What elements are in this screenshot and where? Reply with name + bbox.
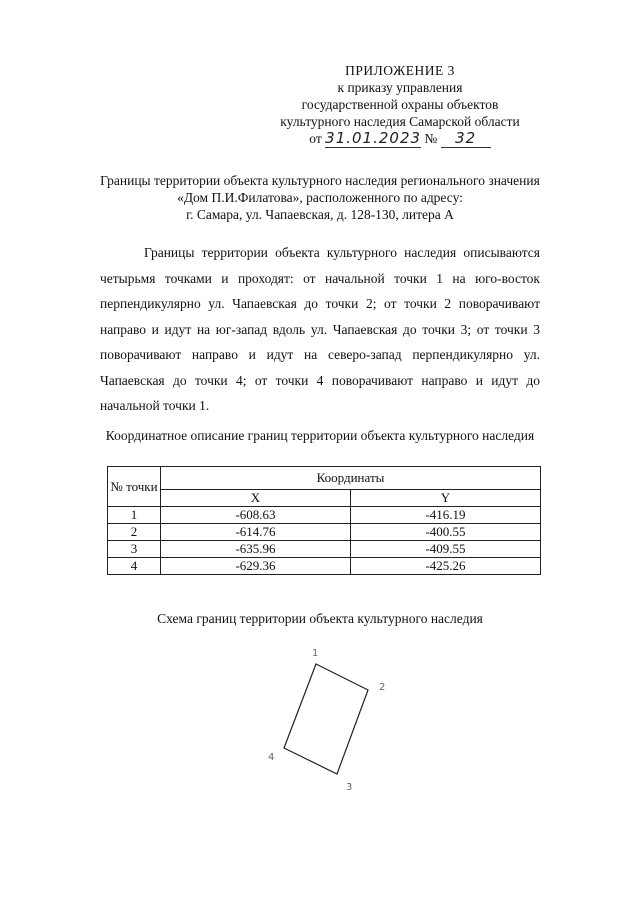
y-value: -416.19 [351, 507, 541, 524]
title-line-1: Границы территории объекта культурного наследия регионального значения [100, 173, 540, 188]
appendix-line-2: государственной охраны объектов [301, 97, 499, 112]
number-prefix: № [424, 131, 438, 146]
title-line-3: г. Самара, ул. Чапаевская, д. 128-130, литера А [186, 207, 454, 222]
title-line-2: «Дом П.И.Филатова», расположенного по адресу: [177, 190, 463, 205]
coordinates-table [107, 466, 541, 575]
header-point-no: № точки [108, 467, 161, 507]
y-value: -425.26 [351, 558, 541, 575]
y-value: -400.55 [351, 524, 541, 541]
header-y: Y [351, 490, 541, 507]
appendix-header [270, 62, 530, 148]
table-row [108, 524, 541, 541]
appendix-date-line [270, 130, 530, 148]
appendix-title: ПРИЛОЖЕНИЕ 3 [345, 63, 455, 78]
point-label-1: 1 [312, 648, 319, 659]
table-row [108, 558, 541, 575]
point-number: 4 [108, 558, 161, 575]
point-label-2: 2 [379, 682, 386, 693]
x-value: -608.63 [161, 507, 351, 524]
boundary-polygon [284, 664, 368, 774]
date-value: 31.01.2023 [325, 129, 422, 147]
appendix-line-1: к приказу управления [337, 80, 463, 95]
document-title [70, 172, 570, 223]
header-x: X [161, 490, 351, 507]
coordinates-caption: Координатное описание границ территории объекта культурного наследия [105, 428, 535, 443]
header-coordinates: Координаты [161, 467, 541, 490]
table-row [108, 541, 541, 558]
boundary-description: Границы территории объекта культурного наследия описываются четырьмя точками и проходят: от начальной точки 1 на юго-восток перпендикулярно ул. Чапаевская до точки 2; от точки 2 поворачивают направо и идут на юг-запад вдоль ул. Чапаевская до точки 3; от точки 3 поворачивают направо и идут на северо-запад перпендикулярно ул. Чапаевская до точки 4; от точки 4 поворачивают направо и идут до начальной точки 1. [100, 245, 540, 413]
appendix-line-3: культурного наследия Самарской области [280, 114, 520, 129]
point-number: 1 [108, 507, 161, 524]
point-label-4: 4 [268, 752, 275, 763]
point-number: 3 [108, 541, 161, 558]
y-value: -409.55 [351, 541, 541, 558]
table-row [108, 507, 541, 524]
x-value: -629.36 [161, 558, 351, 575]
scheme-caption: Схема границ территории объекта культурного наследия [157, 611, 483, 626]
point-label-3: 3 [346, 782, 353, 793]
x-value: -635.96 [161, 541, 351, 558]
x-value: -614.76 [161, 524, 351, 541]
number-value: 32 [441, 130, 491, 148]
date-prefix: от [309, 131, 322, 146]
point-number: 2 [108, 524, 161, 541]
